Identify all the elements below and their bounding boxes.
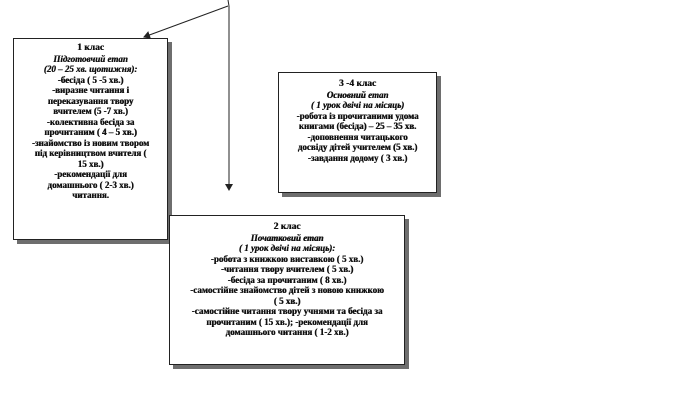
- grade1-subtitle: Підготовчий етап: [53, 53, 128, 64]
- grade1-title: 1 клас: [77, 43, 104, 53]
- grade34-item: -завдання додому ( 3 хв.): [307, 152, 408, 163]
- grade1-item: переказування твору: [47, 95, 134, 106]
- grade2-item: -самостійне знайомство дітей з новою книжкою: [190, 285, 384, 295]
- grade2-title: 2 клас: [273, 222, 301, 232]
- grade1-item: -рекомендації для: [54, 169, 127, 179]
- grade2-subtitle: Початковий етап: [250, 232, 324, 243]
- grade2-item: домашнього читання ( 1-2 хв.): [225, 327, 349, 337]
- grade2-item: -читання твору вчителем ( 5 хв.): [220, 264, 354, 274]
- arrow-to-grade1: [144, 6, 228, 37]
- grade1-item: домашнього ( 2-3 хв.): [47, 179, 134, 190]
- grade1-item: 15 хв.): [77, 158, 104, 169]
- grade1-item: прочитаним ( 4 – 5 хв.): [44, 127, 137, 137]
- grade34-note: ( 1 урок двічі на місяць): [310, 100, 405, 110]
- grade2-note: ( 1 урок двічі на місяць):: [238, 243, 336, 253]
- grade1-item: під керівництвом вчителя (: [34, 148, 147, 158]
- grade1-box: [13, 38, 168, 240]
- grade1-item: -колективна бесіда за: [46, 116, 135, 127]
- grade1-note: (20 – 25 хв. щотижня):: [43, 64, 138, 74]
- connector-top-segment: [228, 0, 229, 6]
- grade2-item: ( 5 хв.): [273, 295, 301, 306]
- grade34-item: -робота із прочитаними удома: [296, 110, 419, 121]
- grade2-item: прочитаним ( 15 хв.); -рекомендації для: [206, 316, 368, 327]
- grade34-item: досвіду дітей учителем (5 хв.): [297, 142, 418, 152]
- grade34-subtitle: Основний етап: [326, 89, 389, 100]
- grade1-item: -знайомство із новим твором: [31, 137, 150, 148]
- grade34-title: 3 -4 клас: [338, 79, 377, 89]
- grade2-item: -робота з книжкою виставкою ( 5 хв.): [210, 253, 364, 264]
- grade2-box: [169, 215, 405, 365]
- grade1-item: читання.: [72, 190, 109, 200]
- grade34-box: [278, 72, 437, 193]
- grade1-item: -бесіда ( 5 -5 хв.): [57, 74, 124, 85]
- grade2-item: -самостійне читання твору учнями та бесіда за: [191, 306, 383, 316]
- grade1-item: вчителем (5 -7 хв.): [53, 106, 128, 116]
- grade2-item: -бесіда за прочитаним ( 8 хв.): [227, 274, 347, 285]
- grade1-item: -виразне читання і: [52, 85, 129, 95]
- grade34-item: -доповнення читацького: [307, 131, 408, 142]
- grade34-item: книгами (бесіда) – 25 – 35 хв.: [298, 121, 417, 131]
